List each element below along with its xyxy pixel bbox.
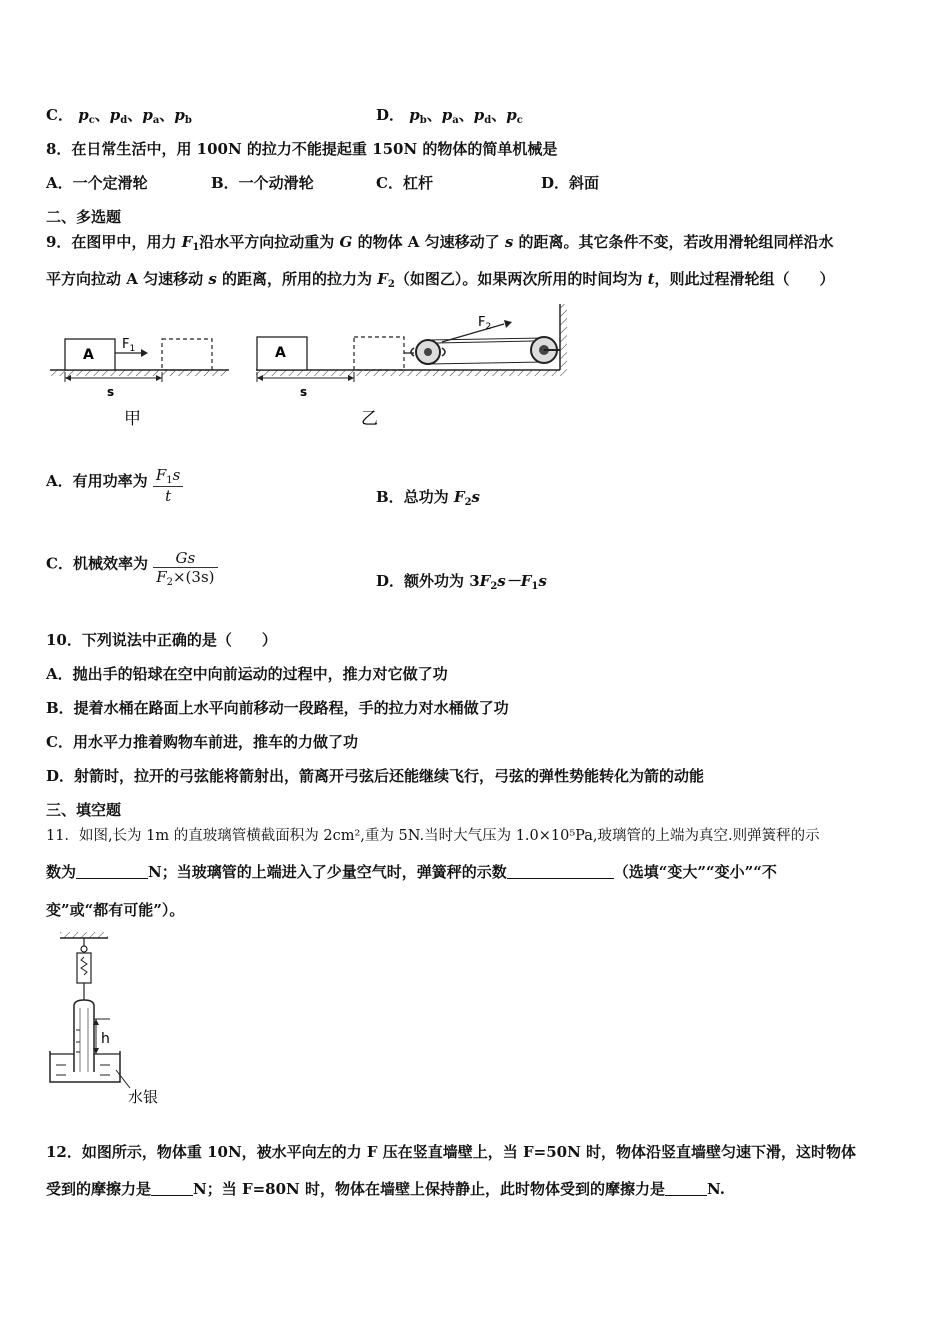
q11-line3: 变”或“都有可能”）。 [46,901,185,919]
q11-blank-1[interactable] [76,864,148,879]
q11-text: 数为 [46,863,77,881]
q9-option-b-text: B．总功为 [376,488,454,506]
q12-text: 受到的摩擦力是 [46,1180,152,1198]
q9-text: 的距离，所用的拉力为 [216,270,378,288]
q9-option-c [46,545,218,588]
q11-blank-2[interactable] [507,864,614,879]
q11-line1: 11．如图,长为 1m 的直玻璃管横截面积为 2cm²,重为 5N.当时大气压为 1.0×10⁵Pa,玻璃管的上端为真空.则弹簧秤的示 [46,828,820,844]
q7-c-sep: 、 [159,106,175,124]
q7-c-term: p [174,106,185,124]
q7-d-term: p [506,106,517,124]
q7-c-term: p [78,106,89,124]
caption-yi: 乙 [361,409,378,429]
q7-d-sub: d [484,115,492,126]
mercury-pointer [116,1070,130,1088]
q9-var-f: F [520,572,532,590]
q9-option-b [376,486,480,508]
q7-d-term: p [409,106,420,124]
q9-sub: 2 [464,497,472,508]
q9-stem-line1 [46,231,834,253]
section-multiple-choice: 二、多选题 [46,208,122,226]
q11-text: N；当玻璃管的上端进入了少量空气时，弹簧秤的示数 [148,863,507,881]
block-a-final-position [354,337,404,370]
q9-var-f: F [453,488,465,506]
q8-option-d: D．斜面 [541,174,600,192]
q7-c-sub: c [88,115,95,126]
arrow-head-icon [141,349,148,357]
q9-stem-line2 [46,268,835,290]
q9-var-f: F [181,233,193,251]
q12-blank-2[interactable] [665,1181,707,1196]
mercury-trough [50,1051,120,1082]
q7-c-sep: 、 [94,106,110,124]
mercury-label: 水银 [128,1088,159,1106]
q7-option-d-label: D． [376,106,405,124]
q10-option-c: C．用水平力推着购物车前进，推车的力做了功 [46,733,358,751]
q7-option-d [376,104,523,126]
q9-var-s: s [538,572,547,590]
q9-option-c-fraction [153,549,217,588]
q9-text: （如图乙）。如果两次所用的时间均为 [394,270,648,288]
force-f2-label: $F_2$ [478,315,492,332]
q7-d-sub: b [419,115,427,126]
q10-option-a: A．抛出手的铅球在空中向前运动的过程中，推力对它做了功 [46,665,448,683]
q7-d-sub: c [516,115,523,126]
q11-figure [46,930,171,1106]
force-f1-label: $F_1$ [122,337,136,354]
q12-blank-1[interactable] [151,1181,193,1196]
fraction-denominator: t [165,487,172,505]
q10-option-b: B．提着水桶在路面上水平向前移动一段路程，手的拉力对水桶做了功 [46,699,509,717]
q9-var-t: t [647,270,655,288]
q7-c-sep: 、 [127,106,143,124]
q9-text: ，则此过程滑轮组（ ） [654,270,835,288]
arrow-head-icon [504,320,512,328]
q7-d-term: p [441,106,453,124]
q9-var-g: G [339,233,353,251]
figure-yi [256,304,567,429]
block-a-label: A [275,345,286,361]
q10-stem: 10．下列说法中正确的是（ ） [46,631,277,649]
caption-jia: 甲 [124,409,141,429]
rope [428,362,544,364]
q11-line2 [46,861,777,882]
q12-text: N. [706,1180,725,1198]
q7-d-sep: 、 [458,106,474,124]
q8-option-a: A．一个定滑轮 [46,174,148,192]
q11-text: （选填“变大”“变小”“不 [613,863,777,881]
q9-text: 的距离。其它条件不变，若改用滑轮组同样沿水 [513,233,834,251]
q7-option-c-label: C． [46,106,73,124]
figure-jia [50,337,229,429]
height-label: h [101,1031,110,1047]
q8-option-b: B．一个动滑轮 [211,174,314,192]
q7-c-sub: a [152,115,160,126]
q9-text: 沿水平方向拉动重为 [199,233,340,251]
q7-d-sep: 、 [491,106,507,124]
q12-line1: 12．如图所示，物体重 10N，被水平向左的力 F 压在竖直墙壁上，当 F=50N 时，物体沿竖直墙壁匀速下滑，这时物体 [46,1143,857,1161]
q7-c-term: p [142,106,153,124]
distance-label: s [107,385,115,399]
rope [428,338,544,340]
q10-option-d: D．射箭时，拉开的弓弦能将箭射出，箭离开弓弦后还能继续飞行，弓弦的弹性势能转化为箭的动能 [46,767,705,785]
q9-var-s: s [208,270,217,288]
q7-d-term: p [473,106,485,124]
q9-sub: 2 [490,581,498,592]
glass-tube [74,1000,94,1072]
q9-var-s: s [504,233,514,251]
q12-text: N；当 F=80N 时，物体在墙壁上保持静止，此时物体受到的摩擦力是 [193,1180,665,1198]
q9-text: 9．在图甲中，用力 [46,233,182,251]
q7-option-c [46,104,192,126]
q7-d-sep: 、 [426,106,442,124]
q9-option-c-text: C．机械效率为 [46,554,148,573]
q9-option-a-text: A．有用功率为 [46,471,148,490]
q9-var-s: s [471,488,480,506]
rope [436,341,534,343]
distance-label: s [300,385,308,399]
q7-d-sub: a [452,115,459,126]
q9-figure [44,298,584,438]
q12-line2 [46,1178,725,1199]
q7-c-term: p [109,106,121,124]
q9-option-d [376,570,547,592]
q8-stem: 8．在日常生活中，用 100N 的拉力不能提起重 150N 的物体的简单机械是 [46,140,558,158]
fraction-denominator: $F_2\times(3s)$ [156,568,215,588]
section-fill-in: 三、填空题 [46,801,122,819]
q9-option-a-fraction [153,466,184,505]
q9-sub: 1 [192,242,200,253]
block-a-label: A [83,347,94,363]
q9-text: s－ [497,572,521,590]
q9-var-f: F [377,270,388,288]
q7-c-sub: d [120,115,128,126]
q9-text: 的物体 A 匀速移动了 [352,233,505,251]
q9-var-f: F [479,572,491,590]
q7-c-sub: b [184,115,192,126]
q8-option-c: C．杠杆 [376,174,433,192]
q9-sub: 1 [531,581,539,592]
q9-option-a [46,462,183,505]
fraction-numerator: Gs [153,549,217,568]
block-a-final-position [162,339,212,370]
fraction-numerator: $F_1s$ [153,466,184,487]
q9-option-d-text: D．额外功为 3 [376,572,480,590]
q9-sub: 2 [387,279,395,290]
q9-text: 平方向拉动 A 匀速移动 [46,270,209,288]
